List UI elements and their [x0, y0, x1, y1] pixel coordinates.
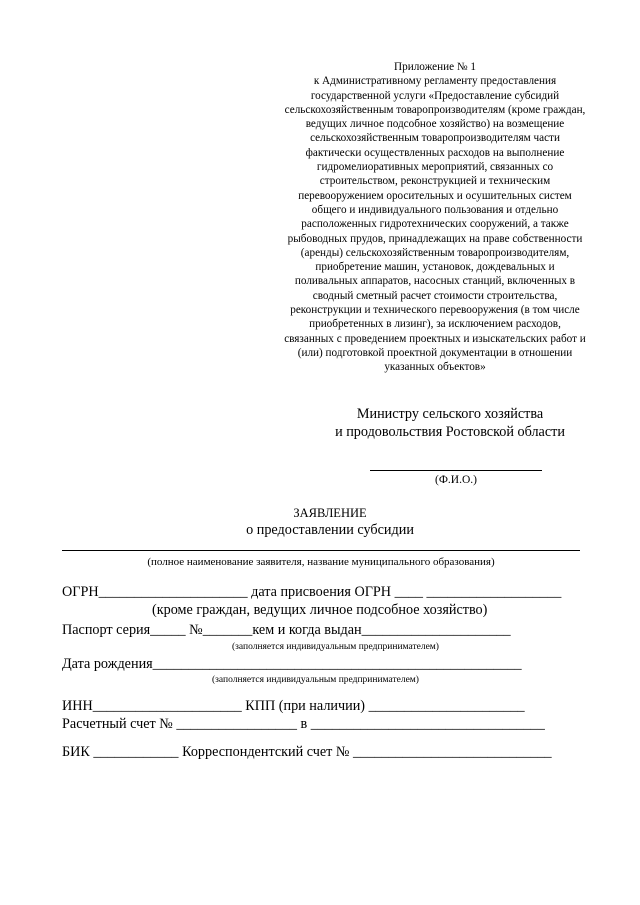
applicant-name-label: (полное наименование заявителя, название муниципального образования)	[147, 556, 495, 568]
appendix-line: общего и индивидуального пользования и отдельно	[311, 203, 559, 216]
appendix-line: связанных с проведением проектных и изыскательских работ и	[284, 332, 586, 345]
appendix-line: поливальных аппаратов, насосных станций, включенных в	[294, 275, 576, 288]
appendix-line: ведущих личное подсобное хозяйство) на возмещение	[305, 118, 565, 131]
appendix-line: сельскохозяйственным товаропроизводителям части	[310, 132, 560, 145]
appendix-line: гидромелиоративных мероприятий, связанных со	[316, 161, 554, 174]
appendix-line: сводный сметный расчет стоимости строительства,	[312, 289, 558, 302]
ogrn-note: (кроме граждан, ведущих личное подсобное хозяйство)	[152, 602, 488, 618]
appendix-line: рыбоводных прудов, принадлежащих на праве собственности	[287, 232, 583, 245]
addressee-line-2: и продовольствия Ростовской области	[335, 424, 565, 440]
appendix-line: Приложение № 1	[394, 61, 476, 73]
appendix-header	[240, 60, 630, 375]
appendix-line: фактически осуществленных расходов на выполнение	[305, 146, 565, 159]
document-title: ЗАЯВЛЕНИЕ	[293, 506, 367, 520]
appendix-line: (или) подготовкой проектной документации в отношении	[297, 346, 573, 359]
bik-row: БИК ____________ Корреспондентский счет № ____________________________	[62, 744, 552, 760]
account-row: Расчетный счет № _________________ в _________________________________	[62, 716, 545, 732]
appendix-line: сельскохозяйственным товаропроизводителям (кроме граждан,	[284, 103, 586, 116]
addressee-block	[300, 405, 600, 441]
appendix-line: перевооружением оросительных и осушительных систем	[298, 189, 572, 202]
inn-kpp-row: ИНН_____________________ КПП (при наличии) ______________________	[62, 698, 525, 714]
applicant-name-line	[62, 550, 580, 551]
birth-date-note: (заполняется индивидуальным предпринимателем)	[212, 675, 419, 685]
appendix-line: государственной услуги «Предоставление субсидий	[310, 89, 560, 102]
appendix-line: (аренды) сельскохозяйственным товаропроизводителям,	[300, 246, 570, 259]
document-subtitle: о предоставлении субсидии	[246, 522, 414, 538]
birth-date-row: Дата рождения____________________________________________________	[62, 656, 522, 672]
appendix-line: указанных объектов»	[384, 361, 486, 374]
passport-note: (заполняется индивидуальным предпринимателем)	[232, 642, 439, 652]
passport-row: Паспорт серия_____ №_______кем и когда выдан_____________________	[62, 622, 511, 638]
addressee-line-1: Министру сельского хозяйства	[356, 406, 544, 422]
appendix-line: к Административному регламенту предоставления	[313, 75, 557, 88]
ogrn-row: ОГРН_____________________ дата присвоения ОГРН ____ ___________________	[62, 584, 562, 600]
appendix-line: приобретение машин, установок, дождевальных и	[315, 261, 555, 274]
appendix-line: расположенных гидротехнических сооружений, а также	[301, 218, 569, 231]
appendix-line: реконструкции и технического перевооружения (в том числе	[290, 304, 580, 317]
fio-label: (Ф.И.О.)	[435, 474, 477, 486]
appendix-line: приобретенных в лизинг), за исключением расходов,	[309, 318, 561, 331]
fio-signature-line	[370, 470, 542, 471]
appendix-line: строительством, реконструкцией и техническим	[319, 175, 551, 188]
